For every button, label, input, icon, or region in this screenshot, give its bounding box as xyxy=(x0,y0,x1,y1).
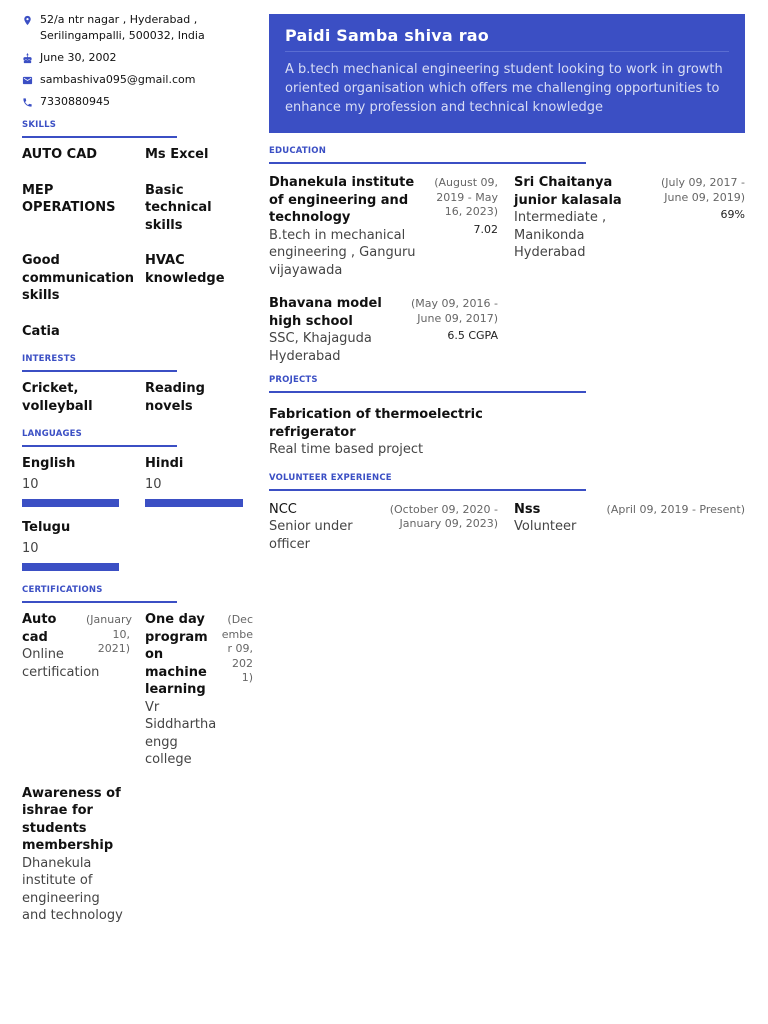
certification-title: Awareness of ishrae for students membership xyxy=(22,785,121,853)
certification-org: Dhanekula institute of engineering and technology xyxy=(22,855,123,923)
education-divider xyxy=(269,162,586,164)
language-level: 10 xyxy=(145,477,162,492)
contact-phone xyxy=(22,94,258,110)
certification-title: Auto cad xyxy=(22,612,57,645)
skill-item: MEP OPERATIONS xyxy=(22,182,116,215)
language-level: 10 xyxy=(22,477,39,492)
interest-item: Reading novels xyxy=(145,381,205,414)
phone-text: 7330880945 xyxy=(40,95,110,108)
certification-item xyxy=(22,785,132,925)
language-bar xyxy=(22,499,119,507)
volunteer-role: Senior under officer xyxy=(269,519,353,552)
education-heading: EDUCATION xyxy=(269,146,327,156)
projects-heading: PROJECTS xyxy=(269,375,318,385)
skill-item: Ms Excel xyxy=(145,147,209,162)
language-item xyxy=(22,519,145,571)
header-divider xyxy=(285,51,729,52)
language-bar-fill xyxy=(145,499,243,507)
languages-list xyxy=(22,455,258,583)
education-institution: Bhavana model high school xyxy=(269,296,382,329)
contact-dob xyxy=(22,50,258,66)
education-list xyxy=(269,174,745,375)
location-pin-icon xyxy=(22,12,40,26)
education-item xyxy=(269,295,514,365)
certification-org: Vr Siddhartha engg college xyxy=(145,699,217,767)
skill-item: Good communication skills xyxy=(22,253,135,303)
certifications-heading: CERTIFICATIONS xyxy=(22,585,103,595)
education-institution: Sri Chaitanya junior kalasala xyxy=(514,175,622,208)
language-item xyxy=(145,455,255,507)
contact-address xyxy=(22,12,258,44)
certification-org: Online certification xyxy=(22,647,100,680)
volunteer-date: (April 09, 2019 - Present) xyxy=(606,502,745,516)
profile-summary: A b.tech mechanical engineering student looking to work in growth oriented organisation which offers me challenging opportunities to enhance my profession and technical knowledge xyxy=(285,62,723,115)
languages-divider xyxy=(22,445,177,447)
language-bar-fill xyxy=(22,499,119,507)
projects-divider xyxy=(269,391,586,393)
language-bar xyxy=(22,563,119,571)
education-detail: SSC, Khajaguda Hyderabad xyxy=(269,331,372,364)
volunteer-item xyxy=(514,501,745,554)
skill-item: HVAC knowledge xyxy=(145,253,225,286)
language-bar-fill xyxy=(22,563,119,571)
main-content xyxy=(269,146,745,569)
volunteer-divider xyxy=(269,489,586,491)
volunteer-date: (October 09, 2020 - January 09, 2023) xyxy=(389,502,498,530)
interests-divider xyxy=(22,370,177,372)
education-score: 7.02 xyxy=(473,222,498,236)
skill-item: AUTO CAD xyxy=(22,147,98,162)
mail-icon xyxy=(22,72,40,86)
education-score: 69% xyxy=(720,208,745,221)
volunteer-heading: VOLUNTEER EXPERIENCE xyxy=(269,472,392,483)
language-name: English xyxy=(22,456,76,471)
education-detail: B.tech in mechanical engineering , Ganguru vijayawada xyxy=(269,227,416,278)
contact-email xyxy=(22,72,258,88)
language-name: Telugu xyxy=(22,520,71,535)
interests-heading: INTERESTS xyxy=(22,354,77,364)
candidate-name: Paidi Samba shiva rao xyxy=(285,26,489,45)
certifications-list xyxy=(22,611,258,941)
certification-item xyxy=(22,611,145,769)
certifications-divider xyxy=(22,601,177,603)
email-link[interactable]: sambashiva095@gmail.com xyxy=(40,73,196,86)
education-date: (May 09, 2016 - June 09, 2017) xyxy=(411,297,498,325)
volunteer-item xyxy=(269,501,514,554)
phone-icon xyxy=(22,94,40,108)
project-description: Real time based project xyxy=(269,442,424,457)
skills-heading: SKILLS xyxy=(22,120,57,130)
certification-date: (December 09, 2021) xyxy=(221,613,253,684)
education-item xyxy=(269,174,514,279)
education-score: 6.5 CGPA xyxy=(447,329,498,342)
skill-item: Basic technical skills xyxy=(145,182,212,233)
address-text: 52/a ntr nagar , Hyderabad , Serilingampalli, 500032, India xyxy=(40,13,205,42)
language-name: Hindi xyxy=(145,456,184,471)
certification-date: (January 10, 2021) xyxy=(86,613,132,655)
education-item xyxy=(514,174,745,279)
volunteer-list xyxy=(269,501,745,570)
skills-divider xyxy=(22,136,177,138)
skill-item: Catia xyxy=(22,323,60,339)
projects-list xyxy=(269,406,745,459)
interest-item: Cricket, volleyball xyxy=(22,381,93,414)
education-institution: Dhanekula institute of engineering and technology xyxy=(269,175,415,225)
volunteer-org: Nss xyxy=(514,501,541,517)
cake-icon xyxy=(22,50,40,64)
volunteer-role: Volunteer xyxy=(514,519,577,534)
profile-header xyxy=(269,14,745,133)
languages-heading: LANGUAGES xyxy=(22,429,83,439)
skills-list xyxy=(22,146,258,354)
project-title: Fabrication of thermoelectric refrigerator xyxy=(269,407,483,440)
education-date: (July 09, 2017 - June 09, 2019) xyxy=(660,176,745,204)
dob-text: June 30, 2002 xyxy=(40,51,117,64)
language-level: 10 xyxy=(22,541,39,556)
certification-item xyxy=(145,611,255,769)
sidebar xyxy=(22,12,258,941)
education-detail: Intermediate , Manikonda Hyderabad xyxy=(514,210,607,260)
education-date: (August 09, 2019 - May 16, 2023) xyxy=(434,176,498,218)
language-item xyxy=(22,455,145,507)
volunteer-org: NCC xyxy=(269,501,297,517)
certification-title: One day program on machine learning xyxy=(145,612,208,697)
interests-list xyxy=(22,380,258,429)
language-bar xyxy=(145,499,243,507)
